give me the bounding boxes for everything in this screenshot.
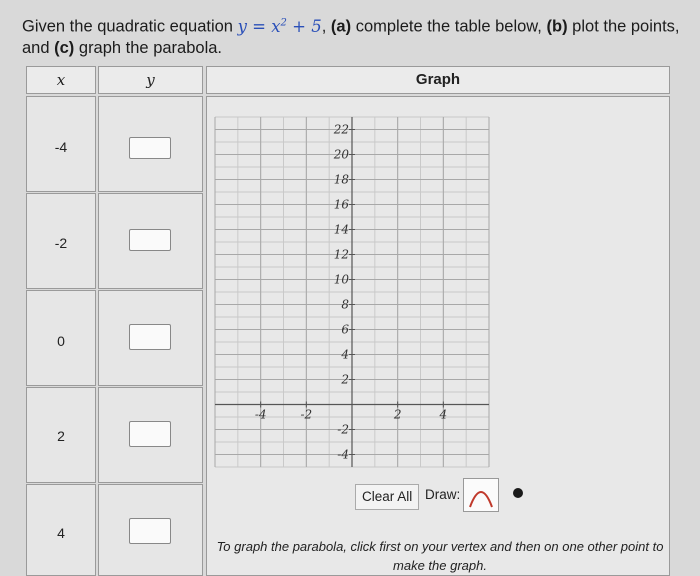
question-lead: Given the quadratic equation — [22, 17, 233, 36]
y-cell — [98, 193, 203, 289]
x-tick-label: 4 — [439, 407, 448, 422]
y-cell — [98, 484, 203, 576]
equation — [238, 17, 322, 36]
graph-column-header — [206, 66, 670, 94]
equation-rhs: + 5 — [292, 16, 322, 36]
parabola-tool-icon[interactable] — [463, 478, 499, 512]
y-tick-label: 8 — [341, 297, 349, 312]
x-cell — [26, 484, 96, 576]
y-input[interactable] — [129, 421, 171, 447]
x-column-header — [26, 66, 96, 94]
y-tick-label: 4 — [341, 347, 349, 362]
y-tick-label: 12 — [333, 247, 349, 262]
part-a-label: (a) — [330, 17, 352, 36]
question-sep: , — [321, 17, 327, 36]
y-tick-label: 22 — [333, 122, 349, 137]
y-cell — [98, 96, 203, 192]
part-b-text: plot the points, and — [22, 17, 680, 57]
draw-label: Draw: — [425, 487, 461, 502]
graph-canvas[interactable] — [207, 97, 669, 477]
y-tick-label: -2 — [337, 422, 349, 437]
y-tick-label: 16 — [333, 197, 349, 212]
x-value: -4 — [54, 139, 68, 155]
part-c-text: graph the parabola. — [78, 38, 223, 57]
x-cell — [26, 290, 96, 386]
y-tick-label: 10 — [333, 272, 349, 287]
x-cell — [26, 193, 96, 289]
graph-header-label: Graph — [415, 71, 461, 88]
y-tick-label: 20 — [333, 147, 349, 162]
y-header-label: y — [146, 71, 155, 89]
y-input[interactable] — [129, 137, 171, 159]
question-text — [22, 12, 682, 59]
y-tick-label: 18 — [333, 172, 349, 187]
y-tick-label: -4 — [337, 447, 349, 462]
instruction-text: To graph the parabola, click first on your vertex and then on one other point to make the graph. — [216, 539, 664, 573]
part-a-text: complete the table below, — [355, 17, 542, 36]
graph-panel — [206, 96, 670, 576]
part-b-label: (b) — [546, 17, 568, 36]
equation-exponent: 2 — [280, 17, 287, 28]
x-value: -2 — [54, 235, 68, 251]
y-input[interactable] — [129, 324, 171, 350]
clear-all-button[interactable]: Clear All — [355, 484, 419, 510]
y-cell — [98, 290, 203, 386]
x-value: 4 — [57, 525, 65, 541]
x-tick-label: -2 — [300, 407, 313, 422]
part-c-label: (c) — [54, 38, 75, 57]
x-tick-label: -4 — [254, 407, 267, 422]
equation-lhs: y = x — [237, 16, 281, 36]
y-tick-label: 6 — [341, 322, 349, 337]
x-value: 2 — [57, 428, 65, 444]
y-tick-label: 14 — [333, 222, 349, 237]
point-tool-icon[interactable] — [513, 488, 523, 498]
y-column-header — [98, 66, 203, 94]
y-cell — [98, 387, 203, 483]
x-tick-label: 2 — [393, 407, 402, 422]
x-cell — [26, 387, 96, 483]
y-input[interactable] — [129, 229, 171, 251]
y-input[interactable] — [129, 518, 171, 544]
x-cell — [26, 96, 96, 192]
y-tick-label: 2 — [341, 372, 349, 387]
x-value: 0 — [57, 333, 65, 349]
x-header-label: x — [56, 71, 66, 89]
